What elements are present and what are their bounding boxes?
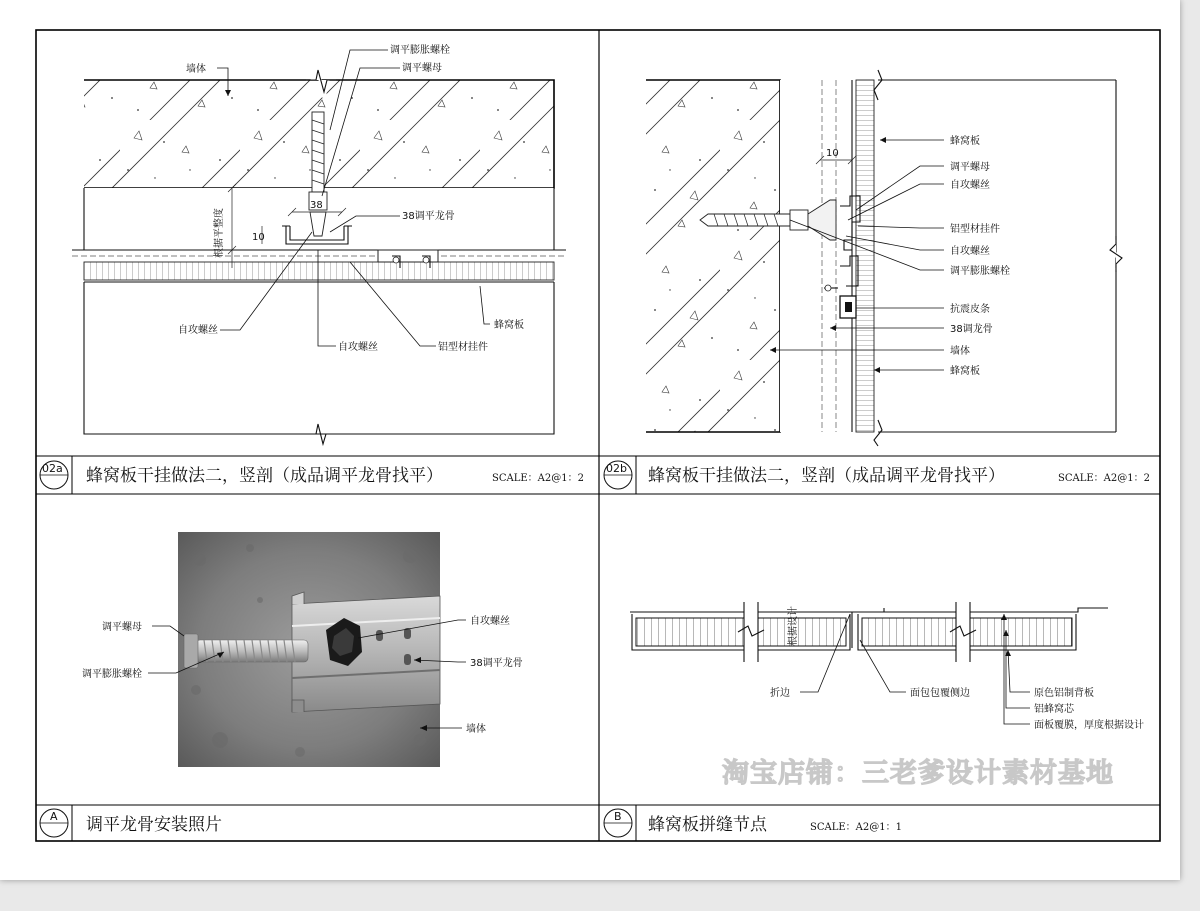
label-face-wrap-B: 面包包覆侧边 — [910, 688, 970, 699]
label-keel-A: 38调平龙骨 — [470, 658, 523, 669]
label-fold-edge-B: 折边 — [770, 688, 790, 699]
label-back-plate-B: 原色铝制背板 — [1034, 688, 1094, 699]
label-wall-02a: 墙体 — [186, 64, 206, 75]
wall-section-02b — [646, 80, 780, 432]
tag-02a: 02a — [42, 462, 63, 475]
panel-02a-titlebar — [40, 461, 584, 489]
label-keel-02a: 38调平龙骨 — [402, 211, 455, 222]
label-per-design-B: 根据设计 — [788, 606, 799, 646]
label-panel-bottom-02b: 蜂窝板 — [950, 366, 980, 377]
scale-B: SCALE：A2@1：1 — [810, 822, 902, 833]
label-hanger-02a: 铝型材挂件 — [438, 342, 488, 353]
label-leveling-bolt-A: 调平膨胀螺栓 — [82, 669, 142, 680]
label-wall-A: 墙体 — [466, 724, 486, 735]
label-leveling-nut-02b: 调平螺母 — [950, 162, 990, 173]
label-wall-02b: 墙体 — [950, 346, 970, 357]
label-face-film-B: 面板覆膜，厚度根据设计 — [1034, 720, 1144, 731]
label-core-B: 铝蜂窝芯 — [1034, 704, 1074, 715]
watermark-text: 淘宝店铺：三老爹设计素材基地 — [722, 758, 1114, 789]
panel-02b-titlebar — [604, 461, 1150, 489]
label-leveling-nut-A: 调平螺母 — [102, 622, 142, 633]
label-self-tapping-2-02b: 自攻螺丝 — [950, 246, 990, 257]
honeycomb-panel-02b — [856, 80, 874, 432]
label-dim10-02b: 10 — [826, 148, 839, 159]
tag-A: A — [50, 810, 58, 823]
panel-02b-drawing — [646, 70, 1122, 446]
label-self-tapping-1-02a: 自攻螺丝 — [178, 325, 218, 336]
panel-02a-drawing — [72, 50, 566, 444]
label-anti-shock-02b: 抗震皮条 — [950, 304, 990, 315]
title-02b: 蜂窝板干挂做法二，竖剖（成品调平龙骨找平） — [648, 466, 1005, 486]
label-dim10-02a: 10 — [252, 232, 265, 243]
label-leveling-bolt-02b: 调平膨胀螺栓 — [950, 266, 1010, 277]
label-panel-top-02b: 蜂窝板 — [950, 136, 980, 147]
tag-02b: 02b — [606, 462, 627, 475]
title-A: 调平龙骨安装照片 — [86, 815, 222, 835]
label-self-tapping-1-02b: 自攻螺丝 — [950, 180, 990, 191]
panel-A-titlebar — [40, 809, 222, 837]
honeycomb-panel-02a — [84, 262, 554, 280]
scale-02a: SCALE：A2@1：2 — [492, 473, 584, 484]
label-leveling-thickness-02a: 根据平整度 — [214, 208, 225, 258]
panel-B-titlebar — [604, 809, 902, 837]
tag-B: B — [614, 810, 622, 823]
title-02a: 蜂窝板干挂做法二，竖剖（成品调平龙骨找平） — [86, 466, 443, 486]
label-leveling-bolt-02a: 调平膨胀螺栓 — [390, 45, 450, 56]
label-leveling-nut-02a: 调平螺母 — [402, 63, 442, 74]
label-dim38-02a: 38 — [310, 200, 323, 211]
panel-A-photo — [148, 532, 466, 767]
scale-02b: SCALE：A2@1：2 — [1058, 473, 1150, 484]
label-self-tapping-A: 自攻螺丝 — [470, 616, 510, 627]
label-hanger-02b: 铝型材挂件 — [950, 224, 1000, 235]
expansion-bolt-02b — [700, 214, 790, 226]
label-panel-02a: 蜂窝板 — [494, 320, 524, 331]
label-self-tapping-2-02a: 自攻螺丝 — [338, 342, 378, 353]
title-B: 蜂窝板拼缝节点 — [648, 815, 767, 835]
label-keel-02b: 38调龙骨 — [950, 324, 993, 335]
